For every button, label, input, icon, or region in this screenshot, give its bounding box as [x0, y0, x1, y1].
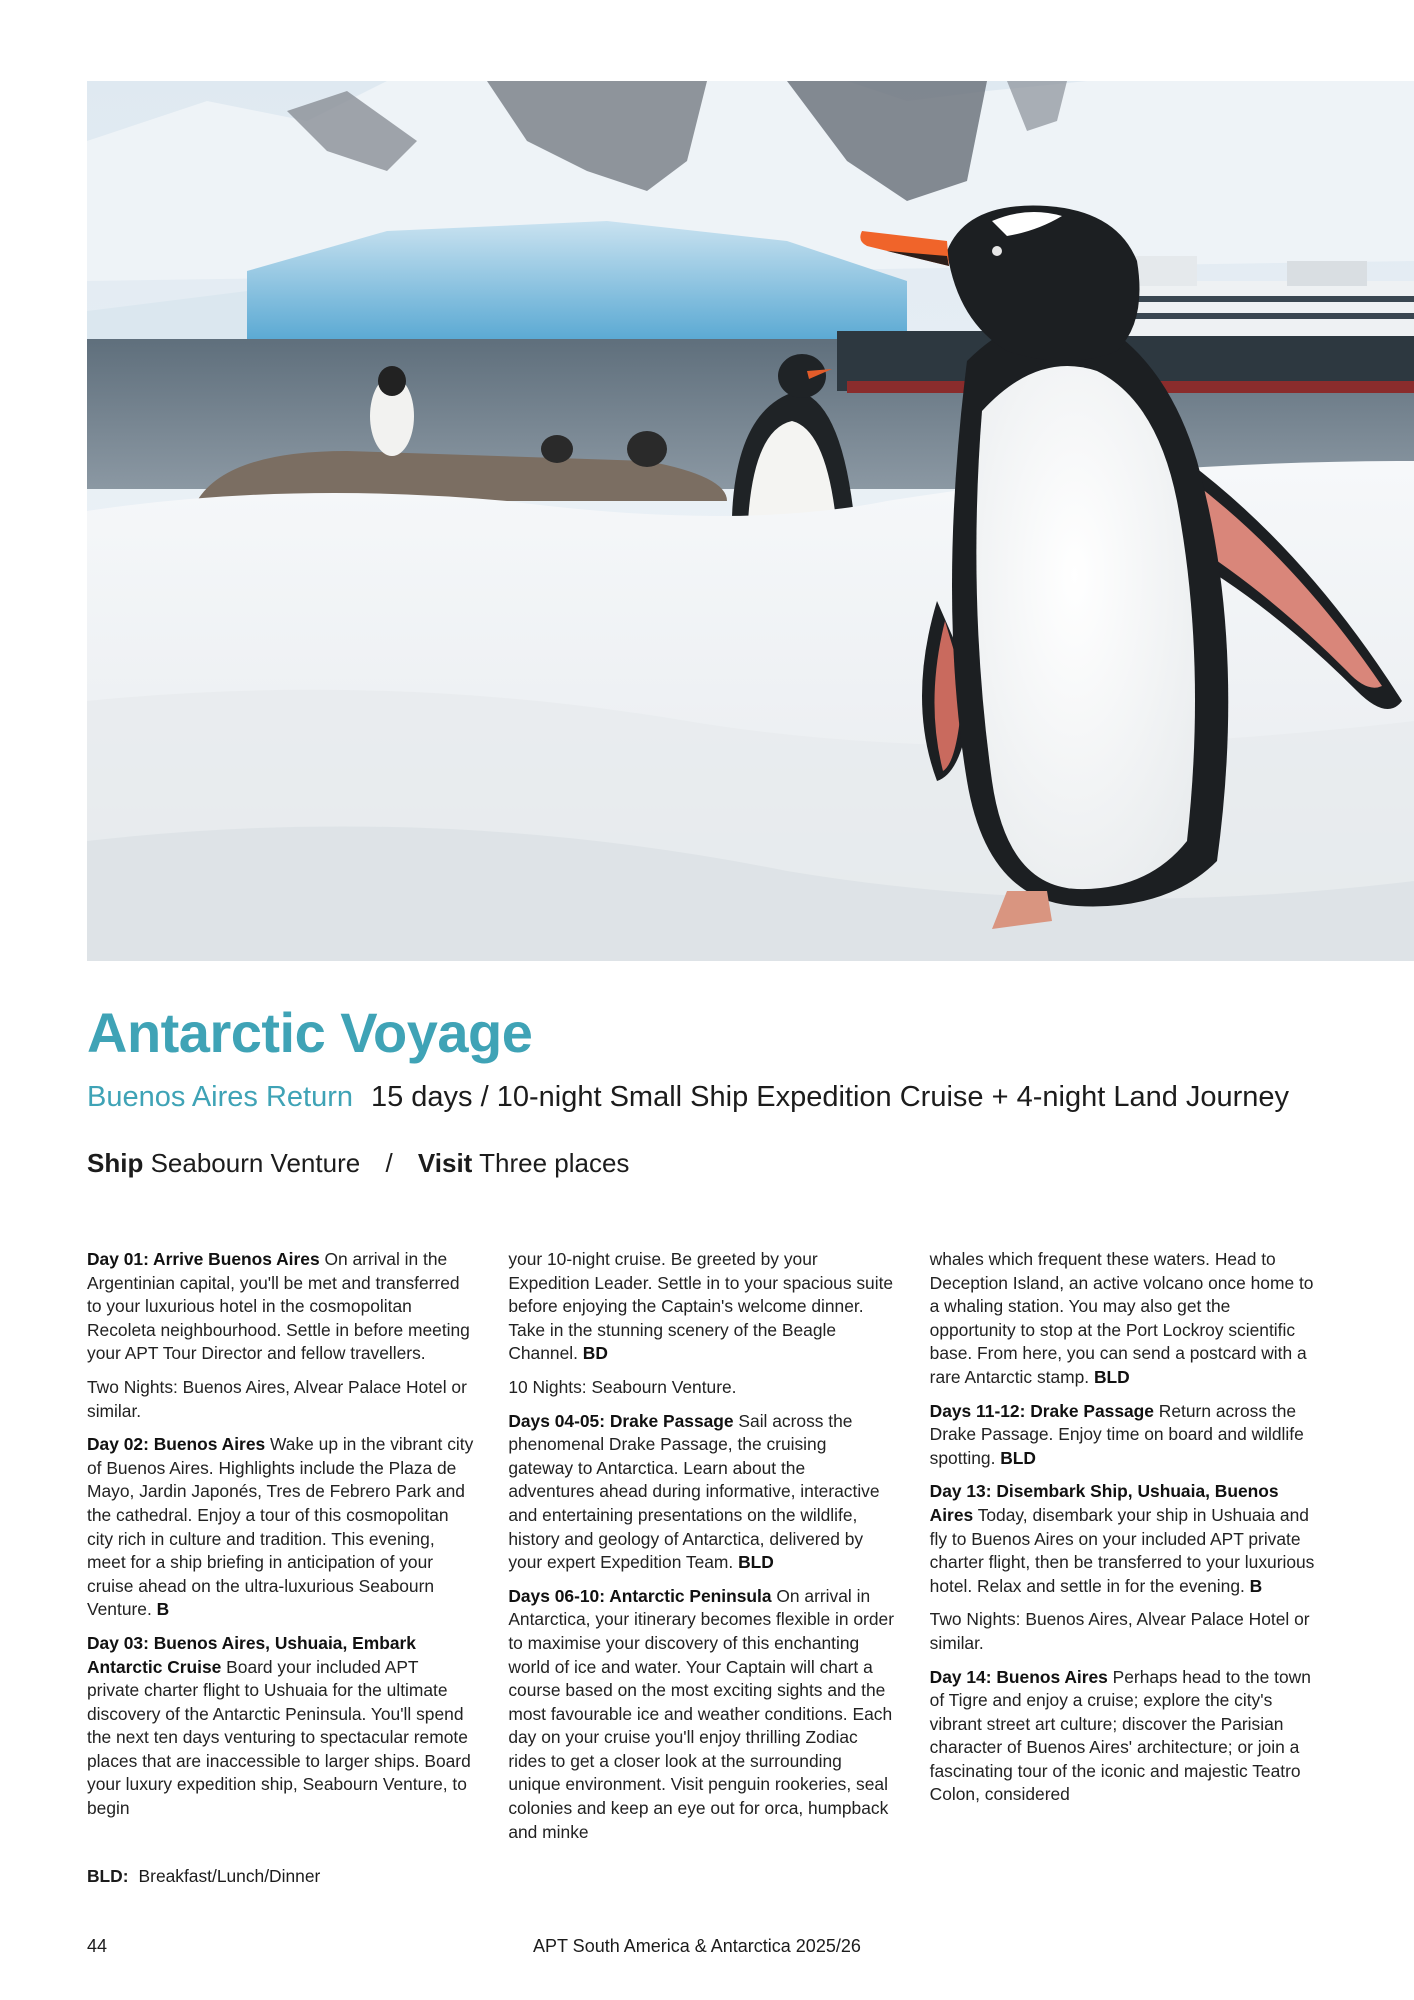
itinerary-days-04-05: Days 04-05: Drake Passage Sail across the phenomenal Drake Passage, the cruising gateway to Antarctica. Learn about the adventures ahead during informative, interactive and entertaining presentations on the wildlife, history and geology of Antarctica, delivered by your expert Expedition Team. BLD: [508, 1410, 880, 1573]
meal-legend: [87, 1866, 320, 1887]
itinerary-days-06-10: Days 06-10: Antarctic Peninsula On arrival in Antarctica, your itinerary becomes flexible in order to maximise your discovery of this enchanting world of ice and water. Your Captain will chart a course based on the most exciting sights and the most favourable ice and weather conditions. Each day on your cruise you'll enjoy thrilling Zodiac rides to get a closer look at the surrounding unique environment. Visit penguin rookeries, seal colonies and keep an eye out for orca, humpback and minke: [508, 1585, 894, 1842]
subtitle-route: Buenos Aires Return: [87, 1081, 353, 1113]
itinerary-column-1: [87, 1248, 474, 1838]
itinerary-day-14: Day 14: Buenos Aires Perhaps head to the town of Tigre and enjoy a cruise; explore the city's vibrant street art culture; discover the Parisian character of Buenos Aires' architecture; or join a fascinating tour of the iconic and majestic Teatro Colon, considered: [929, 1666, 1311, 1805]
page-title: Antarctic Voyage: [87, 1001, 533, 1064]
accommodation-note: Two Nights: Buenos Aires, Alvear Palace Hotel or similar.: [87, 1376, 467, 1421]
hero-photo: [87, 81, 1414, 961]
ship-value: Seabourn Venture: [150, 1148, 361, 1178]
legend-value: Breakfast/Lunch/Dinner: [138, 1866, 321, 1886]
itinerary-days-06-10-cont: whales which frequent these waters. Head to Deception Island, an active volcano once home to a whaling station. You may also get the opportunity to stop at the Port Lockroy scientific base. From here, you can send a postcard with a rare Antarctic stamp. BLD: [929, 1249, 1314, 1387]
publication-title: APT South America & Antarctica 2025/26: [533, 1936, 861, 1956]
visit-label: Visit: [417, 1148, 473, 1178]
itinerary-day-01: Day 01: Arrive Buenos Aires On arrival in the Argentinian capital, you'll be met and transferred to your luxurious hotel in the cosmopolitan Recoleta neighbourhood. Settle in before meeting your APT Tour Director and fellow travellers.: [87, 1249, 470, 1364]
itinerary-days-11-12: Days 11-12: Drake Passage Return across the Drake Passage. Enjoy time on board and wildlife spotting. BLD: [929, 1400, 1304, 1468]
itinerary-column-3: [930, 1248, 1317, 1838]
penguin-scene-illustration: [87, 81, 1414, 961]
meta-separator: /: [385, 1148, 393, 1178]
accommodation-note: Two Nights: Buenos Aires, Alvear Palace Hotel or similar.: [929, 1609, 1310, 1653]
subtitle-detail: 15 days / 10-night Small Ship Expedition Cruise + 4-night Land Journey: [370, 1081, 1290, 1113]
itinerary-day-13: Day 13: Disembark Ship, Ushuaia, Buenos Aires Today, disembark your ship in Ushuaia and fly to Buenos Aires on your included APT private charter flight, then be transferred to your luxurious hotel. Relax and settle in for the evening. B: [929, 1481, 1315, 1596]
accommodation-note: 10 Nights: Seabourn Venture.: [508, 1376, 737, 1397]
subtitle: [87, 1080, 1289, 1115]
page-number: 44: [87, 1936, 108, 1956]
itinerary-column-2: [508, 1248, 895, 1842]
legend-key: BLD:: [87, 1866, 129, 1886]
itinerary-day-03-cont: your 10-night cruise. Be greeted by your Expedition Leader. Settle in to your spacious suite before enjoying the Captain's welcome dinner. Take in the stunning scenery of the Beagle Channel. BD: [508, 1249, 894, 1364]
itinerary-columns: [87, 1248, 1317, 1842]
trip-meta: [87, 1148, 629, 1179]
itinerary-day-02: Day 02: Buenos Aires Wake up in the vibrant city of Buenos Aires. Highlights include the Plaza de Mayo, Jardin Japonés, Tres de Febrero Park and the cathedral. Enjoy a tour of this cosmopolitan city rich in culture and tradition. This evening, meet for a ship briefing in anticipation of your cruise ahead on the ultra-luxurious Seabourn Venture. B: [87, 1434, 474, 1620]
visit-value: Three places: [479, 1148, 630, 1178]
itinerary-day-03: Day 03: Buenos Aires, Ushuaia, Embark Antarctic Cruise Board your included APT private charter flight to Ushuaia for the ultimate discovery of the Antarctic Peninsula. You'll spend the next ten days venturing to spectacular remote places that are inaccessible to larger ships. Board your luxury expedition ship, Seabourn Venture, to begin: [87, 1632, 471, 1819]
ship-label: Ship: [87, 1148, 144, 1178]
